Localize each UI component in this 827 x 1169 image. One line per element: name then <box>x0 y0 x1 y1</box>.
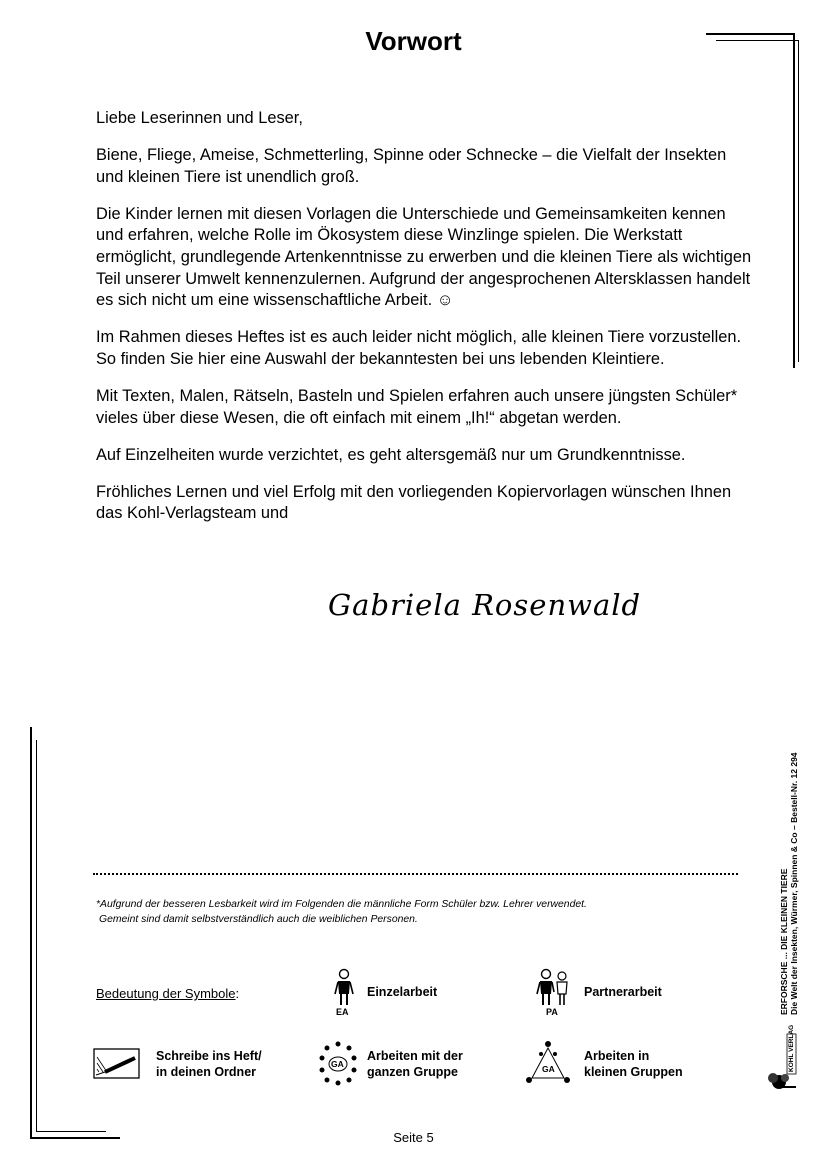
signature: Gabriela Rosenwald <box>328 588 642 622</box>
paragraph: Biene, Fliege, Ameise, Schmetterling, Spinne oder Schnecke – die Vielfalt der Insekten und kleinen Tiere ist unendlich groß. <box>96 146 727 186</box>
heft-label-line: in deinen Ordner <box>156 1064 257 1079</box>
page-number: Seite 5 <box>393 1130 434 1145</box>
legend-colon: : <box>235 986 240 1001</box>
klein-abbr: GA <box>542 1064 555 1074</box>
frame-left-line <box>30 727 32 1139</box>
frame-left-line-inner <box>36 740 37 1132</box>
frame-right-line <box>793 33 795 368</box>
klein-label <box>584 1049 683 1080</box>
paragraph: Mit Texten, Malen, Rätseln, Basteln und Spielen erfahren auch unsere jüngsten Schüler* vieles über diese Wesen, die oft einfach mit einem „Ih!“ abgetan werden. <box>96 386 738 427</box>
einzel-label: Einzelarbeit <box>367 985 438 999</box>
legend-title <box>96 986 239 1001</box>
paragraph: Fröhliches Lernen und viel Erfolg mit den vorliegenden Kopiervorlagen wünschen Ihnen das Kohl-Verlagsteam und <box>96 482 732 523</box>
small-group-icon <box>526 1040 570 1086</box>
notebook-pen-icon <box>93 1048 141 1080</box>
sidebar-separator: – <box>789 825 799 830</box>
ganze-label-line: Arbeiten mit der <box>367 1049 463 1063</box>
sidebar-series-title: ERFORSCHE ... DIE KLEINEN TIERE <box>779 868 789 1015</box>
footnote-line: Gemeint sind damit selbstverständlich auch die weiblichen Personen. <box>99 913 418 925</box>
klein-label-line: kleinen Gruppen <box>584 1064 683 1079</box>
frame-right-line-inner <box>798 40 799 362</box>
publisher-sidebar <box>772 740 802 1030</box>
dotted-divider <box>93 873 738 875</box>
footnote <box>96 898 587 927</box>
partner-label: Partnerarbeit <box>584 985 662 999</box>
einzel-abbr: EA <box>336 1007 349 1017</box>
single-person-icon <box>332 968 356 1008</box>
footnote-line: *Aufgrund der besseren Lesbarkeit wird im Folgenden die männliche Form Schüler bzw. Lehrer verwendet. <box>96 899 587 910</box>
publisher-logo-text: KOHL VERLAG <box>788 1024 795 1072</box>
ganze-label-line: ganzen Gruppe <box>367 1064 458 1079</box>
legend-title-text: Bedeutung der Symbole <box>96 986 236 1001</box>
paragraph: Im Rahmen dieses Heftes ist es auch leider nicht möglich, alle kleinen Tiere vorzustellen. So finden Sie hier eine Auswahl der bekanntesten bei uns lebenden Kleintiere. <box>96 328 742 368</box>
ganze-label <box>367 1049 463 1080</box>
page-title: Vorwort <box>365 26 462 56</box>
sidebar-order-number: Bestell-Nr. 12 294 <box>789 752 799 823</box>
ganze-abbr: GA <box>331 1059 344 1069</box>
foreword-text <box>96 108 756 540</box>
paragraph: Die Kinder lernen mit diesen Vorlagen die Unterschiede und Gemeinsamkeiten kennen und erfahren, welche Rolle im Ökosystem diese Winzlinge spielen. Die Werkstatt ermöglicht, grundlegende Artenkenntnisse zu erwerben und die kleinen Tiere als wichtigen Teil unserer Umwelt kennenzulernen. Aufgrund der angesprochenen Altersklassen handelt es sich nicht um eine wissenschaftliche Arbeit. ☺ <box>96 204 752 310</box>
klein-label-line: Arbeiten in <box>584 1049 650 1063</box>
two-persons-icon <box>536 968 570 1008</box>
sidebar-subtitle-text: Die Welt der Insekten, Würmer, Spinnen & Co <box>789 832 799 1015</box>
paragraph: Auf Einzelheiten wurde verzichtet, es geht altersgemäß nur um Grundkenntnisse. <box>96 445 686 464</box>
heft-label-line: Schreibe ins Heft/ <box>156 1049 262 1063</box>
greeting: Liebe Leserinnen und Leser, <box>96 109 303 127</box>
sidebar-subtitle <box>789 752 799 1015</box>
heft-label <box>156 1049 262 1080</box>
partner-abbr: PA <box>546 1007 558 1017</box>
